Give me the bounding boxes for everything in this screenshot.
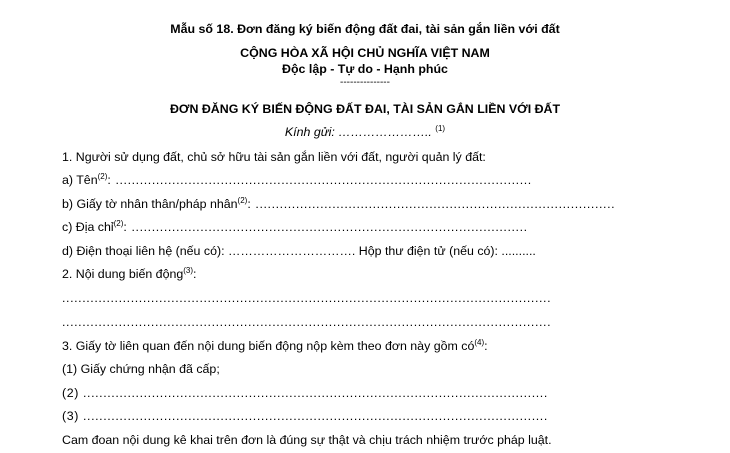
section-3-colon: : [484, 339, 488, 353]
addressee-label: Kính gửi: ………………….. [284, 125, 436, 139]
section-2-heading-text: 2. Nội dung biến động [62, 267, 184, 281]
section-3-footnote: (4) [474, 338, 485, 347]
national-title: CỘNG HÒA XÃ HỘI CHỦ NGHĨA VIỆT NAM [240, 46, 490, 60]
declaration-statement: Cam đoan nội dung kê khai trên đơn là đúng sự thật và chịu trách nhiệm trước pháp luật. [62, 433, 552, 447]
identity-document-footnote: (2) [237, 196, 248, 205]
change-content-line-1[interactable]: ......................................................................................................................... [62, 291, 552, 305]
identity-document-field[interactable] [62, 196, 615, 212]
identity-document-label: b) Giấy tờ nhân thân/pháp nhân [62, 197, 238, 211]
address-label: c) Địa chỉ [62, 220, 114, 234]
section-2-colon: : [193, 267, 197, 281]
contact-field[interactable]: d) Điện thoại liên hệ (nếu có): …………………………. Hộp thư điện tử (nếu có): .......... [62, 244, 536, 258]
document-heading: ĐƠN ĐĂNG KÝ BIẾN ĐỘNG ĐẤT ĐAI, TÀI SẢN GẮN LIỀN VỚI ĐẤT [169, 102, 561, 116]
section-2-heading [62, 266, 197, 282]
address-dots: : .................................................................................................. [123, 220, 528, 234]
change-content-line-2[interactable]: ......................................................................................................................... [62, 315, 552, 329]
name-footnote: (2) [97, 172, 108, 181]
name-dots: : ....................................................................................................... [107, 173, 532, 187]
section-3-heading [62, 338, 488, 354]
attachment-item-1: (1) Giấy chứng nhận đã cấp; [62, 362, 220, 376]
motto-separator: --------------- [340, 77, 390, 88]
name-label: a) Tên [62, 173, 98, 187]
attachment-item-2[interactable]: (2) ................................................................................................................... [62, 386, 548, 400]
name-field[interactable] [62, 172, 532, 188]
national-motto: Độc lập - Tự do - Hạnh phúc [282, 62, 448, 76]
addressee-footnote: (1) [435, 124, 446, 133]
section-2-footnote: (3) [183, 266, 194, 275]
section-1-heading: 1. Người sử dụng đất, chủ sở hữu tài sản gắn liền với đất, người quản lý đất: [62, 150, 486, 164]
identity-document-dots: : ......................................................................................... [247, 197, 616, 211]
address-field[interactable] [62, 219, 528, 235]
form-number-title: Mẫu số 18. Đơn đăng ký biến động đất đai, tài sản gắn liền với đất [170, 22, 560, 36]
address-footnote: (2) [113, 219, 124, 228]
attachment-item-3[interactable]: (3) ................................................................................................................... [62, 409, 548, 423]
addressee-line [0, 124, 730, 140]
section-3-heading-text: 3. Giấy tờ liên quan đến nội dung biến động nộp kèm theo đơn này gồm có [62, 339, 475, 353]
